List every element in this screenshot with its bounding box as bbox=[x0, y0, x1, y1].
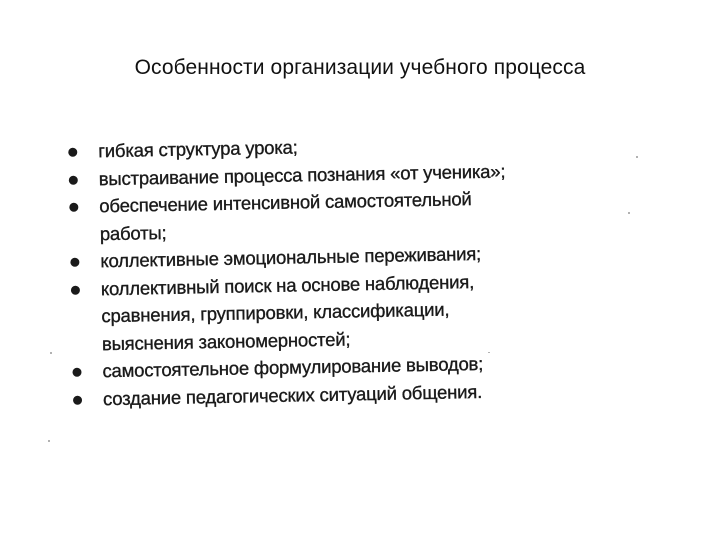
bullet-icon bbox=[71, 285, 80, 294]
list-item-text-continuation: выяснения закономерностей; bbox=[101, 327, 351, 354]
bullet-icon bbox=[69, 175, 78, 184]
bullet-icon bbox=[68, 148, 77, 157]
scanned-text-image bbox=[60, 127, 626, 438]
slide-title: Особенности организации учебного процесса bbox=[134, 56, 586, 79]
list-item bbox=[63, 265, 624, 358]
list-item-text: выстраивание процесса познания «от ученика»; bbox=[98, 159, 506, 189]
list-item-text: самостоятельное формулирование выводов; bbox=[102, 352, 484, 382]
scan-speck bbox=[636, 156, 638, 158]
scan-speck bbox=[50, 352, 52, 354]
list-item-text: обеспечение интенсивной самостоятельной bbox=[99, 188, 472, 217]
list-item-text: коллективные эмоциональные переживания; bbox=[100, 242, 482, 272]
bullet-icon bbox=[70, 258, 79, 267]
bullet-list bbox=[60, 127, 625, 413]
bullet-icon bbox=[72, 368, 81, 377]
scan-speck bbox=[48, 440, 50, 442]
bullet-icon bbox=[73, 395, 82, 404]
list-item-text: гибкая структура урока; bbox=[98, 136, 298, 162]
bullet-icon bbox=[69, 203, 78, 212]
scan-speck bbox=[488, 352, 490, 353]
scan-speck bbox=[628, 212, 630, 214]
list-item-text-continuation: сравнения, группировки, классификации, bbox=[101, 298, 450, 327]
list-item-text-continuation: работы; bbox=[99, 221, 167, 244]
list-item-text: создание педагогических ситуаций общения. bbox=[102, 380, 483, 409]
list-item-text: коллективный поиск на основе наблюдения, bbox=[100, 270, 475, 299]
